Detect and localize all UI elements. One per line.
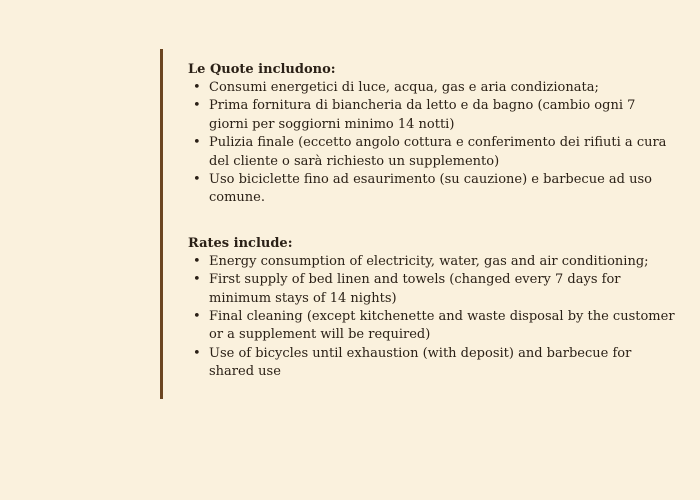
list-item: • First supply of bed linen and towels (changed every 7 days for minimum stays of 14 nights) bbox=[188, 271, 678, 308]
vertical-divider bbox=[160, 49, 163, 399]
list-item: • Prima fornitura di biancheria da letto e da bagno (cambio ogni 7 giorni per soggiorni minimo 14 notti) bbox=[188, 97, 678, 134]
list-item: • Use of bicycles until exhaustion (with deposit) and barbecue for shared use bbox=[188, 345, 678, 382]
list-item: • Consumi energetici di luce, acqua, gas e aria condizionata; bbox=[188, 79, 678, 97]
section-title-italian: Le Quote includono: bbox=[188, 62, 336, 77]
section-english bbox=[188, 234, 678, 382]
section-italian bbox=[188, 60, 678, 208]
list-english bbox=[188, 253, 678, 382]
section-title-english: Rates include: bbox=[188, 235, 293, 251]
list-item: • Final cleaning (except kitchenette and waste disposal by the customer or a supplement will be required) bbox=[188, 308, 678, 345]
list-italian bbox=[188, 79, 678, 208]
list-item: • Energy consumption of electricity, water, gas and air conditioning; bbox=[188, 253, 678, 271]
rates-content bbox=[188, 60, 678, 382]
list-item: • Pulizia finale (eccetto angolo cottura e conferimento dei rifiuti a cura del cliente o sarà richiesto un supplemento) bbox=[188, 134, 678, 171]
list-item: • Uso biciclette fino ad esaurimento (su cauzione) e barbecue ad uso comune. bbox=[188, 171, 678, 208]
